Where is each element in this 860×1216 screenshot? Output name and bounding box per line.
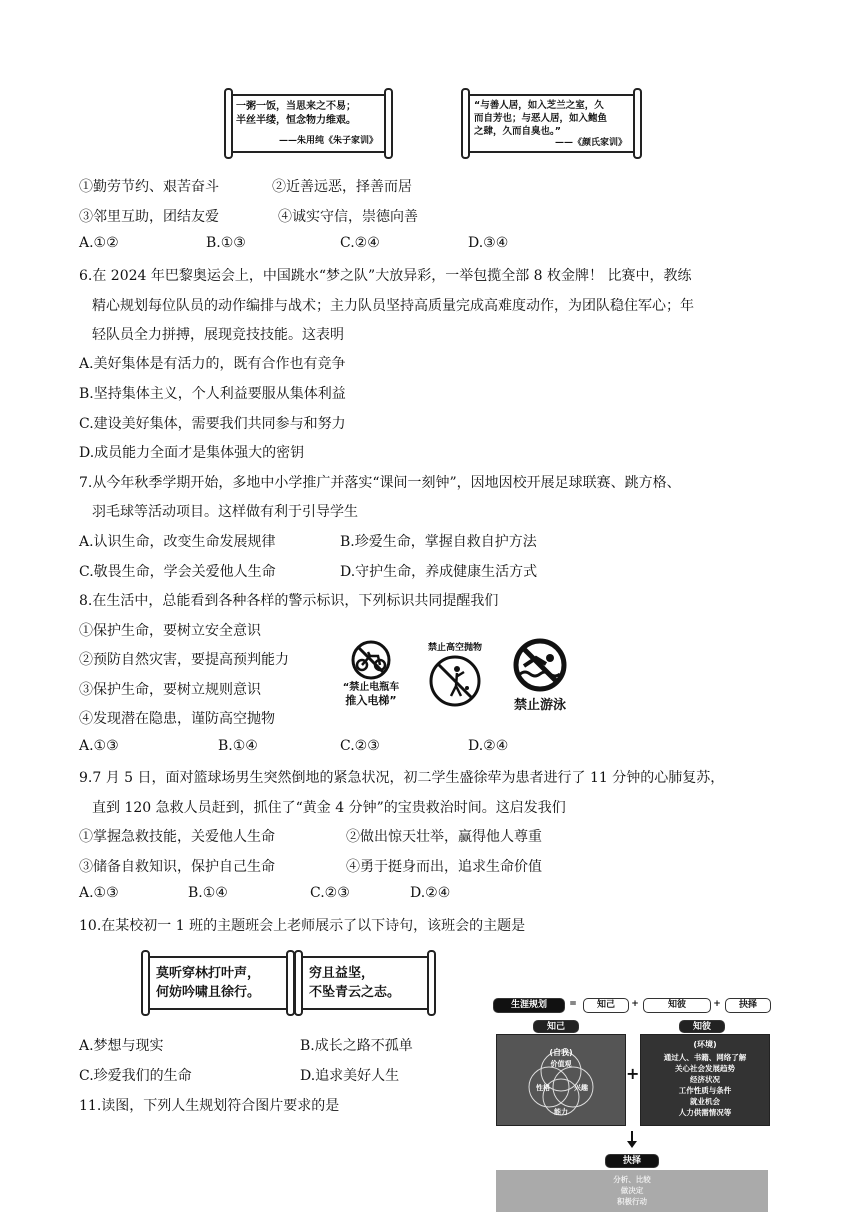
q9-item-3: ③储备自救知识，保护自己生命 (79, 859, 275, 875)
q10-option-c: C.珍爱我们的生命 (79, 1068, 192, 1084)
q9-option-b: B.①④ (188, 885, 228, 901)
plus-sign: + (631, 999, 639, 1009)
q6-stem: 精心规划每位队员的动作编排与战术；主力队员坚持高质量完成高难度动作，为团队稳住军心；年 (92, 298, 694, 314)
q9-option-c: C.②③ (310, 885, 350, 901)
sign-label: 禁止高空抛物 (427, 643, 482, 653)
env-head: (环境) (693, 1040, 717, 1049)
sign-no-throwing (420, 640, 490, 710)
choice-panel (496, 1170, 768, 1212)
env-line: 通过人、书籍、网络了解 (663, 1053, 747, 1062)
choice-line: 做决定 (620, 1186, 644, 1195)
q11-stem: 11.读图，下列人生规划符合图片要求的是 (79, 1098, 340, 1114)
q9-option-a: A.①③ (79, 885, 119, 901)
q5-item-2: ②近善远恶，择善而居 (272, 179, 412, 195)
q8-item-3: ③保护生命，要树立规则意识 (79, 682, 261, 698)
box-know-env: 知彼 (643, 998, 711, 1013)
scroll-line: 之肆，久而自臭也。” (474, 126, 561, 137)
env-line: 工作性质与条件 (678, 1086, 732, 1095)
q8-option-a: A.①③ (79, 738, 119, 754)
plus-sign: + (713, 999, 721, 1009)
q8-item-4: ④发现潜在隐患，谨防高空抛物 (79, 711, 275, 727)
q10-option-d: D.追求美好人生 (300, 1068, 400, 1084)
q6-option-c: C.建设美好集体，需要我们共同参与和努力 (79, 416, 346, 432)
q5-option-c: C.②④ (340, 235, 380, 251)
box-know-self: 知己 (583, 998, 629, 1013)
q5-option-b: B.①③ (206, 235, 246, 251)
scroll-line: 半丝半缕，恒念物力维艰。 (236, 115, 356, 126)
scroll-source: ——朱用纯《朱子家训》 (278, 136, 378, 146)
q5-option-a: A.①② (79, 235, 119, 251)
venn-values: 价值观 (550, 1060, 572, 1068)
q9-item-1: ①掌握急救技能，关爱他人生命 (79, 829, 275, 845)
q5-item-1: ①勤劳节约、艰苦奋斗 (79, 179, 219, 195)
scroll-line: 一粥一饭，当思来之不易； (236, 101, 356, 112)
q9-option-d: D.②④ (410, 885, 451, 901)
scroll-poem-left (146, 956, 290, 1010)
q8-option-b: B.①④ (218, 738, 258, 754)
q8-item-2: ②预防自然灾害，要提高预判能力 (79, 652, 289, 668)
env-line: 经济状况 (690, 1075, 720, 1084)
q6-stem: 6.在 2024 年巴黎奥运会上，中国跳水“梦之队”大放异彩，一举包揽全部 8 枚金牌！ 比赛中，教练 (79, 268, 692, 284)
sign-label: 推入电梯” (345, 694, 397, 707)
q6-option-b: B.坚持集体主义，个人利益要服从集体利益 (79, 386, 346, 402)
q7-stem: 羽毛球等活动项目。这样做有利于引导学生 (92, 504, 358, 520)
q9-item-2: ②做出惊天壮举，赢得他人尊重 (346, 829, 542, 845)
q10-option-a: A.梦想与现实 (79, 1038, 164, 1054)
scroll-line: 莫听穿林打叶声， (156, 966, 261, 981)
choice-line: 积极行动 (617, 1197, 647, 1206)
q9-item-4: ④勇于挺身而出，追求生命价值 (346, 859, 542, 875)
no-throwing-icon (420, 652, 490, 708)
sign-no-ebike-elevator (326, 640, 416, 710)
q7-option-a: A.认识生命，改变生命发展规律 (79, 534, 276, 550)
panel-right-title: 知彼 (679, 1020, 725, 1033)
q6-stem: 轻队员全力拼搏，展现竞技技能。这表明 (92, 327, 344, 343)
q6-option-a: A.美好集体是有活力的，既有合作也有竞争 (79, 356, 346, 372)
career-planning-diagram (493, 996, 771, 1212)
q8-item-1: ①保护生命，要树立安全意识 (79, 623, 261, 639)
venn-personality: 性格 (536, 1084, 550, 1092)
scroll-line: 何妨吟啸且徐行。 (156, 985, 261, 1000)
plus-sign: + (626, 1064, 640, 1083)
scroll-poem-right (299, 956, 431, 1010)
scroll-line: 不坠青云之志。 (309, 985, 401, 1000)
q8-option-d: D.②④ (468, 738, 509, 754)
sign-no-swimming (500, 638, 580, 714)
box-career-planning: 生涯规划 (493, 998, 565, 1013)
venn-ability: 能力 (554, 1108, 568, 1116)
q7-stem: 7.从今年秋季学期开始，多地中小学推广并落实“课间一刻钟”，因地因校开展足球联赛、跳方格、 (79, 475, 681, 491)
venn-center-label: (自我) (549, 1048, 573, 1057)
env-line: 关心社会发展趋势 (675, 1064, 735, 1073)
scroll-line: “与善人居，如入芝兰之室，久 (474, 100, 604, 111)
q7-option-c: C.敬畏生命，学会关爱他人生命 (79, 564, 276, 580)
choice-label: 抉择 (605, 1154, 659, 1168)
venn-interest: 兴趣 (574, 1084, 588, 1092)
scroll-source: ——《颜氏家训》 (554, 138, 627, 148)
box-choice: 抉择 (725, 998, 771, 1013)
q10-option-b: B.成长之路不孤单 (300, 1038, 413, 1054)
sign-label: “禁止电瓶车 (342, 682, 400, 693)
q8-option-c: C.②③ (340, 738, 380, 754)
choice-line: 分析、比较 (613, 1175, 651, 1184)
q5-item-3: ③邻里互助，团结友爱 (79, 209, 219, 225)
scroll-zhuzi-jiaxun (229, 94, 388, 153)
env-line: 就业机会 (690, 1097, 720, 1106)
panel-environment (640, 1034, 770, 1126)
panel-left-title: 知己 (533, 1020, 579, 1033)
q7-option-d: D.守护生命，养成健康生活方式 (340, 564, 538, 580)
panel-self (496, 1034, 626, 1126)
env-line: 人力供需情况等 (678, 1108, 732, 1117)
equals-sign: = (569, 999, 577, 1009)
sign-label: 禁止游泳 (513, 698, 566, 713)
q6-option-d: D.成员能力全面才是集体强大的密钥 (79, 445, 305, 461)
scroll-yanshi-jiaxun (466, 94, 637, 153)
scroll-line: 穷且益坚， (309, 966, 375, 981)
q7-option-b: B.珍爱生命，掌握自救自护方法 (340, 534, 537, 550)
scroll-line: 而自芳也；与恶人居，如入鲍鱼 (474, 113, 608, 124)
q5-option-d: D.③④ (468, 235, 509, 251)
arrow-down-icon (622, 1130, 642, 1150)
q8-stem: 8.在生活中，总能看到各种各样的警示标识，下列标识共同提醒我们 (79, 593, 499, 609)
q10-stem: 10.在某校初一 1 班的主题班会上老师展示了以下诗句，该班会的主题是 (79, 918, 526, 934)
q5-item-4: ④诚实守信，崇德向善 (278, 209, 418, 225)
no-ebike-icon (326, 640, 416, 682)
no-swimming-icon (500, 638, 580, 692)
q9-stem: 9.7 月 5 日，面对篮球场男生突然倒地的紧急状况，初二学生盛徐荦为患者进行了 11 分钟的心肺复苏， (79, 770, 725, 786)
q9-stem: 直到 120 急救人员赶到，抓住了“黄金 4 分钟”的宝贵救治时间。这启发我们 (92, 800, 566, 816)
